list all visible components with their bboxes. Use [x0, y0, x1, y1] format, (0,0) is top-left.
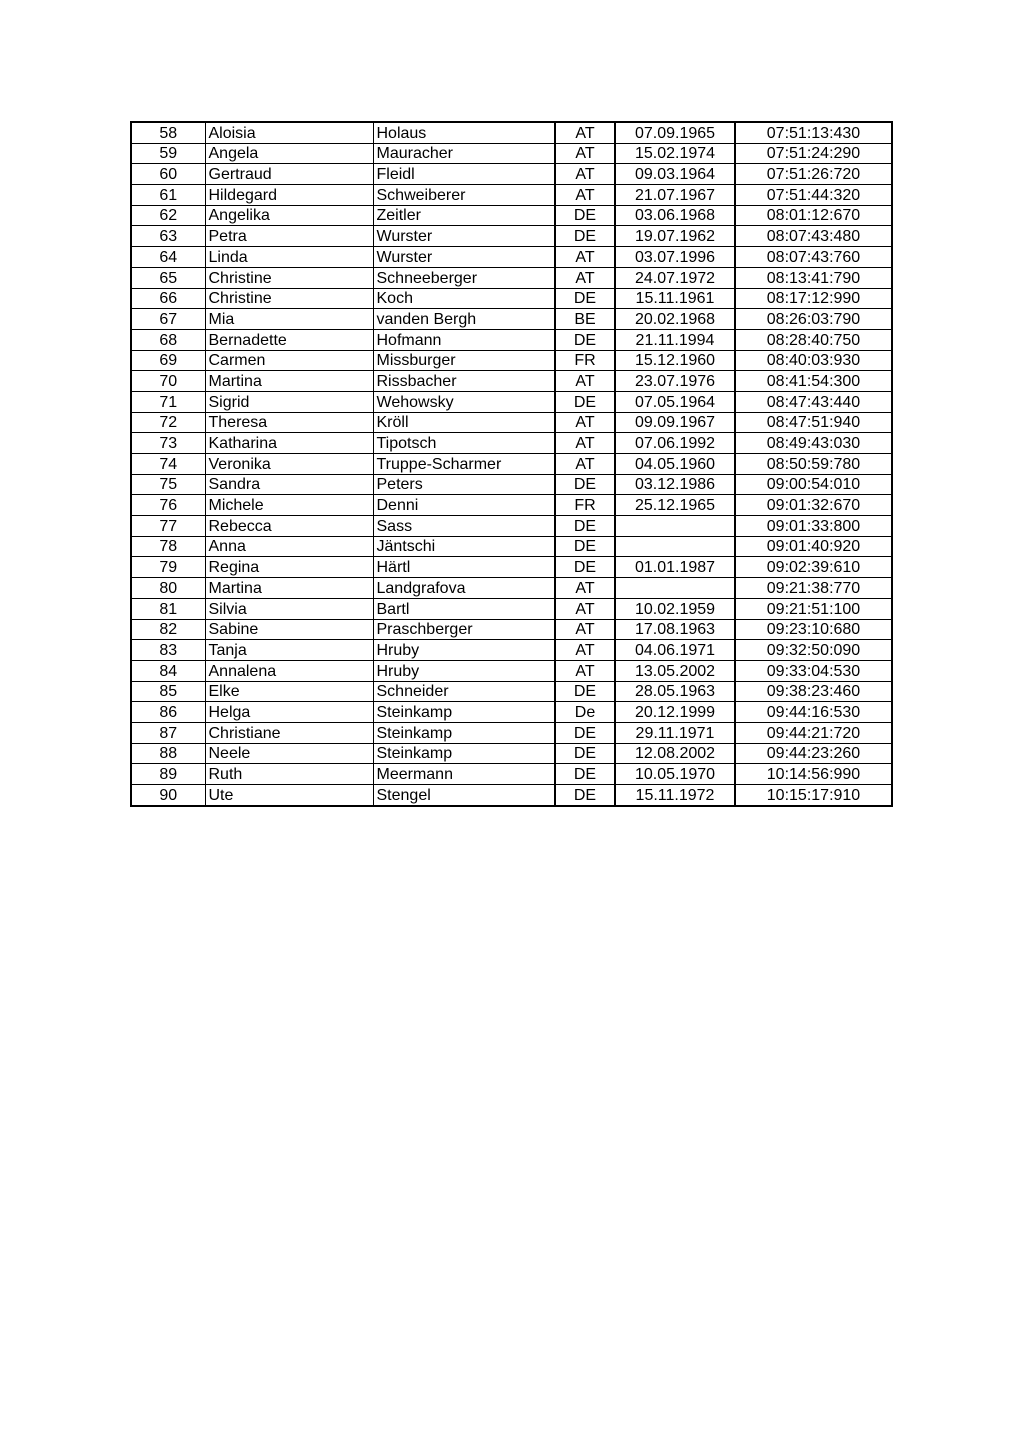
last-name-cell: Denni	[373, 495, 555, 516]
first-name-cell: Rebecca	[205, 516, 373, 537]
last-name-cell: Landgrafova	[373, 578, 555, 599]
rank-cell: 69	[131, 350, 205, 371]
table-row	[131, 164, 892, 185]
last-name-cell: Holaus	[373, 122, 555, 143]
first-name-cell: Katharina	[205, 433, 373, 454]
rank-cell: 83	[131, 640, 205, 661]
rank-cell: 65	[131, 267, 205, 288]
table-row	[131, 247, 892, 268]
finish-time-cell: 08:28:40:750	[735, 329, 892, 350]
rank-cell: 66	[131, 288, 205, 309]
finish-time-cell: 08:50:59:780	[735, 454, 892, 475]
first-name-cell: Angela	[205, 143, 373, 164]
rank-cell: 61	[131, 185, 205, 206]
last-name-cell: Steinkamp	[373, 743, 555, 764]
table-row	[131, 743, 892, 764]
nation-cell: AT	[555, 164, 615, 185]
first-name-cell: Petra	[205, 226, 373, 247]
last-name-cell: Schneeberger	[373, 267, 555, 288]
birth-date-cell: 04.06.1971	[615, 640, 735, 661]
nation-cell: DE	[555, 288, 615, 309]
table-row	[131, 557, 892, 578]
nation-cell: DE	[555, 785, 615, 806]
nation-cell: AT	[555, 371, 615, 392]
last-name-cell: Zeitler	[373, 205, 555, 226]
last-name-cell: Kröll	[373, 412, 555, 433]
last-name-cell: vanden Bergh	[373, 309, 555, 330]
nation-cell: DE	[555, 536, 615, 557]
first-name-cell: Regina	[205, 557, 373, 578]
finish-time-cell: 09:44:23:260	[735, 743, 892, 764]
table-row	[131, 288, 892, 309]
table-row	[131, 660, 892, 681]
finish-time-cell: 08:07:43:760	[735, 247, 892, 268]
birth-date-cell: 15.12.1960	[615, 350, 735, 371]
rank-cell: 74	[131, 454, 205, 475]
last-name-cell: Jäntschi	[373, 536, 555, 557]
birth-date-cell: 20.02.1968	[615, 309, 735, 330]
last-name-cell: Praschberger	[373, 619, 555, 640]
nation-cell: DE	[555, 329, 615, 350]
birth-date-cell: 28.05.1963	[615, 681, 735, 702]
birth-date-cell: 25.12.1965	[615, 495, 735, 516]
last-name-cell: Missburger	[373, 350, 555, 371]
nation-cell: FR	[555, 350, 615, 371]
nation-cell: AT	[555, 454, 615, 475]
birth-date-cell: 03.06.1968	[615, 205, 735, 226]
birth-date-cell: 07.09.1965	[615, 122, 735, 143]
first-name-cell: Ute	[205, 785, 373, 806]
finish-time-cell: 07:51:44:320	[735, 185, 892, 206]
birth-date-cell: 19.07.1962	[615, 226, 735, 247]
birth-date-cell: 03.07.1996	[615, 247, 735, 268]
birth-date-cell	[615, 536, 735, 557]
first-name-cell: Tanja	[205, 640, 373, 661]
nation-cell: AT	[555, 433, 615, 454]
last-name-cell: Mauracher	[373, 143, 555, 164]
last-name-cell: Hruby	[373, 640, 555, 661]
first-name-cell: Elke	[205, 681, 373, 702]
rank-cell: 79	[131, 557, 205, 578]
birth-date-cell: 15.11.1961	[615, 288, 735, 309]
table-row	[131, 454, 892, 475]
first-name-cell: Gertraud	[205, 164, 373, 185]
birth-date-cell: 21.07.1967	[615, 185, 735, 206]
rank-cell: 64	[131, 247, 205, 268]
nation-cell: DE	[555, 205, 615, 226]
table-row	[131, 350, 892, 371]
table-row	[131, 598, 892, 619]
table-row	[131, 764, 892, 785]
rank-cell: 85	[131, 681, 205, 702]
last-name-cell: Fleidl	[373, 164, 555, 185]
birth-date-cell: 13.05.2002	[615, 660, 735, 681]
table-row	[131, 681, 892, 702]
birth-date-cell: 07.06.1992	[615, 433, 735, 454]
first-name-cell: Martina	[205, 578, 373, 599]
finish-time-cell: 08:13:41:790	[735, 267, 892, 288]
rank-cell: 72	[131, 412, 205, 433]
rank-cell: 87	[131, 722, 205, 743]
nation-cell: DE	[555, 516, 615, 537]
table-row	[131, 722, 892, 743]
finish-time-cell: 08:01:12:670	[735, 205, 892, 226]
nation-cell: DE	[555, 722, 615, 743]
table-row	[131, 205, 892, 226]
last-name-cell: Wurster	[373, 226, 555, 247]
last-name-cell: Sass	[373, 516, 555, 537]
rank-cell: 81	[131, 598, 205, 619]
finish-time-cell: 09:32:50:090	[735, 640, 892, 661]
first-name-cell: Linda	[205, 247, 373, 268]
rank-cell: 80	[131, 578, 205, 599]
rank-cell: 77	[131, 516, 205, 537]
rank-cell: 82	[131, 619, 205, 640]
last-name-cell: Tipotsch	[373, 433, 555, 454]
first-name-cell: Silvia	[205, 598, 373, 619]
finish-time-cell: 09:44:16:530	[735, 702, 892, 723]
table-row	[131, 495, 892, 516]
table-row	[131, 267, 892, 288]
last-name-cell: Härtl	[373, 557, 555, 578]
nation-cell: DE	[555, 764, 615, 785]
rank-cell: 86	[131, 702, 205, 723]
finish-time-cell: 07:51:13:430	[735, 122, 892, 143]
birth-date-cell: 21.11.1994	[615, 329, 735, 350]
table-row	[131, 412, 892, 433]
first-name-cell: Theresa	[205, 412, 373, 433]
table-row	[131, 309, 892, 330]
rank-cell: 68	[131, 329, 205, 350]
nation-cell: DE	[555, 557, 615, 578]
rank-cell: 63	[131, 226, 205, 247]
finish-time-cell: 09:01:40:920	[735, 536, 892, 557]
table-row	[131, 785, 892, 806]
birth-date-cell: 29.11.1971	[615, 722, 735, 743]
first-name-cell: Martina	[205, 371, 373, 392]
first-name-cell: Aloisia	[205, 122, 373, 143]
birth-date-cell: 04.05.1960	[615, 454, 735, 475]
finish-time-cell: 09:21:38:770	[735, 578, 892, 599]
finish-time-cell: 09:38:23:460	[735, 681, 892, 702]
rank-cell: 62	[131, 205, 205, 226]
results-table-body	[131, 122, 892, 806]
finish-time-cell: 08:47:51:940	[735, 412, 892, 433]
rank-cell: 58	[131, 122, 205, 143]
table-row	[131, 578, 892, 599]
birth-date-cell: 23.07.1976	[615, 371, 735, 392]
table-row	[131, 702, 892, 723]
first-name-cell: Christine	[205, 288, 373, 309]
last-name-cell: Rissbacher	[373, 371, 555, 392]
nation-cell: AT	[555, 247, 615, 268]
nation-cell: AT	[555, 660, 615, 681]
finish-time-cell: 09:21:51:100	[735, 598, 892, 619]
first-name-cell: Hildegard	[205, 185, 373, 206]
table-row	[131, 185, 892, 206]
birth-date-cell: 17.08.1963	[615, 619, 735, 640]
birth-date-cell: 03.12.1986	[615, 474, 735, 495]
birth-date-cell: 10.02.1959	[615, 598, 735, 619]
last-name-cell: Hruby	[373, 660, 555, 681]
finish-time-cell: 08:49:43:030	[735, 433, 892, 454]
rank-cell: 75	[131, 474, 205, 495]
finish-time-cell: 09:44:21:720	[735, 722, 892, 743]
first-name-cell: Sabine	[205, 619, 373, 640]
last-name-cell: Peters	[373, 474, 555, 495]
birth-date-cell: 09.09.1967	[615, 412, 735, 433]
table-row	[131, 143, 892, 164]
last-name-cell: Wehowsky	[373, 391, 555, 412]
nation-cell: AT	[555, 185, 615, 206]
finish-time-cell: 08:07:43:480	[735, 226, 892, 247]
finish-time-cell: 10:15:17:910	[735, 785, 892, 806]
table-row	[131, 226, 892, 247]
last-name-cell: Koch	[373, 288, 555, 309]
last-name-cell: Wurster	[373, 247, 555, 268]
first-name-cell: Sandra	[205, 474, 373, 495]
nation-cell: De	[555, 702, 615, 723]
rank-cell: 73	[131, 433, 205, 454]
table-row	[131, 329, 892, 350]
table-row	[131, 640, 892, 661]
birth-date-cell: 07.05.1964	[615, 391, 735, 412]
first-name-cell: Sigrid	[205, 391, 373, 412]
first-name-cell: Bernadette	[205, 329, 373, 350]
finish-time-cell: 08:17:12:990	[735, 288, 892, 309]
table-row	[131, 536, 892, 557]
first-name-cell: Carmen	[205, 350, 373, 371]
first-name-cell: Christine	[205, 267, 373, 288]
nation-cell: AT	[555, 598, 615, 619]
finish-time-cell: 08:47:43:440	[735, 391, 892, 412]
finish-time-cell: 09:01:33:800	[735, 516, 892, 537]
birth-date-cell: 15.02.1974	[615, 143, 735, 164]
first-name-cell: Helga	[205, 702, 373, 723]
results-table	[130, 121, 893, 807]
nation-cell: AT	[555, 143, 615, 164]
birth-date-cell: 15.11.1972	[615, 785, 735, 806]
nation-cell: AT	[555, 412, 615, 433]
last-name-cell: Steinkamp	[373, 702, 555, 723]
last-name-cell: Schneider	[373, 681, 555, 702]
finish-time-cell: 09:33:04:530	[735, 660, 892, 681]
birth-date-cell: 20.12.1999	[615, 702, 735, 723]
rank-cell: 78	[131, 536, 205, 557]
rank-cell: 71	[131, 391, 205, 412]
first-name-cell: Angelika	[205, 205, 373, 226]
last-name-cell: Meermann	[373, 764, 555, 785]
finish-time-cell: 09:01:32:670	[735, 495, 892, 516]
nation-cell: DE	[555, 743, 615, 764]
last-name-cell: Hofmann	[373, 329, 555, 350]
first-name-cell: Michele	[205, 495, 373, 516]
rank-cell: 67	[131, 309, 205, 330]
nation-cell: DE	[555, 474, 615, 495]
nation-cell: BE	[555, 309, 615, 330]
table-row	[131, 516, 892, 537]
first-name-cell: Christiane	[205, 722, 373, 743]
table-row	[131, 619, 892, 640]
nation-cell: AT	[555, 640, 615, 661]
finish-time-cell: 07:51:26:720	[735, 164, 892, 185]
finish-time-cell: 08:41:54:300	[735, 371, 892, 392]
nation-cell: DE	[555, 681, 615, 702]
finish-time-cell: 08:26:03:790	[735, 309, 892, 330]
first-name-cell: Annalena	[205, 660, 373, 681]
first-name-cell: Mia	[205, 309, 373, 330]
finish-time-cell: 07:51:24:290	[735, 143, 892, 164]
birth-date-cell: 24.07.1972	[615, 267, 735, 288]
rank-cell: 90	[131, 785, 205, 806]
rank-cell: 84	[131, 660, 205, 681]
last-name-cell: Truppe-Scharmer	[373, 454, 555, 475]
nation-cell: AT	[555, 122, 615, 143]
birth-date-cell: 09.03.1964	[615, 164, 735, 185]
finish-time-cell: 09:00:54:010	[735, 474, 892, 495]
nation-cell: AT	[555, 267, 615, 288]
first-name-cell: Neele	[205, 743, 373, 764]
nation-cell: DE	[555, 391, 615, 412]
table-row	[131, 433, 892, 454]
rank-cell: 60	[131, 164, 205, 185]
birth-date-cell: 10.05.1970	[615, 764, 735, 785]
first-name-cell: Anna	[205, 536, 373, 557]
table-row	[131, 391, 892, 412]
table-row	[131, 122, 892, 143]
rank-cell: 89	[131, 764, 205, 785]
nation-cell: AT	[555, 619, 615, 640]
table-row	[131, 474, 892, 495]
nation-cell: DE	[555, 226, 615, 247]
nation-cell: AT	[555, 578, 615, 599]
table-row	[131, 371, 892, 392]
rank-cell: 76	[131, 495, 205, 516]
rank-cell: 88	[131, 743, 205, 764]
first-name-cell: Veronika	[205, 454, 373, 475]
finish-time-cell: 09:02:39:610	[735, 557, 892, 578]
last-name-cell: Stengel	[373, 785, 555, 806]
last-name-cell: Bartl	[373, 598, 555, 619]
birth-date-cell	[615, 578, 735, 599]
last-name-cell: Schweiberer	[373, 185, 555, 206]
finish-time-cell: 10:14:56:990	[735, 764, 892, 785]
last-name-cell: Steinkamp	[373, 722, 555, 743]
nation-cell: FR	[555, 495, 615, 516]
finish-time-cell: 08:40:03:930	[735, 350, 892, 371]
rank-cell: 70	[131, 371, 205, 392]
birth-date-cell	[615, 516, 735, 537]
birth-date-cell: 01.01.1987	[615, 557, 735, 578]
birth-date-cell: 12.08.2002	[615, 743, 735, 764]
finish-time-cell: 09:23:10:680	[735, 619, 892, 640]
rank-cell: 59	[131, 143, 205, 164]
first-name-cell: Ruth	[205, 764, 373, 785]
